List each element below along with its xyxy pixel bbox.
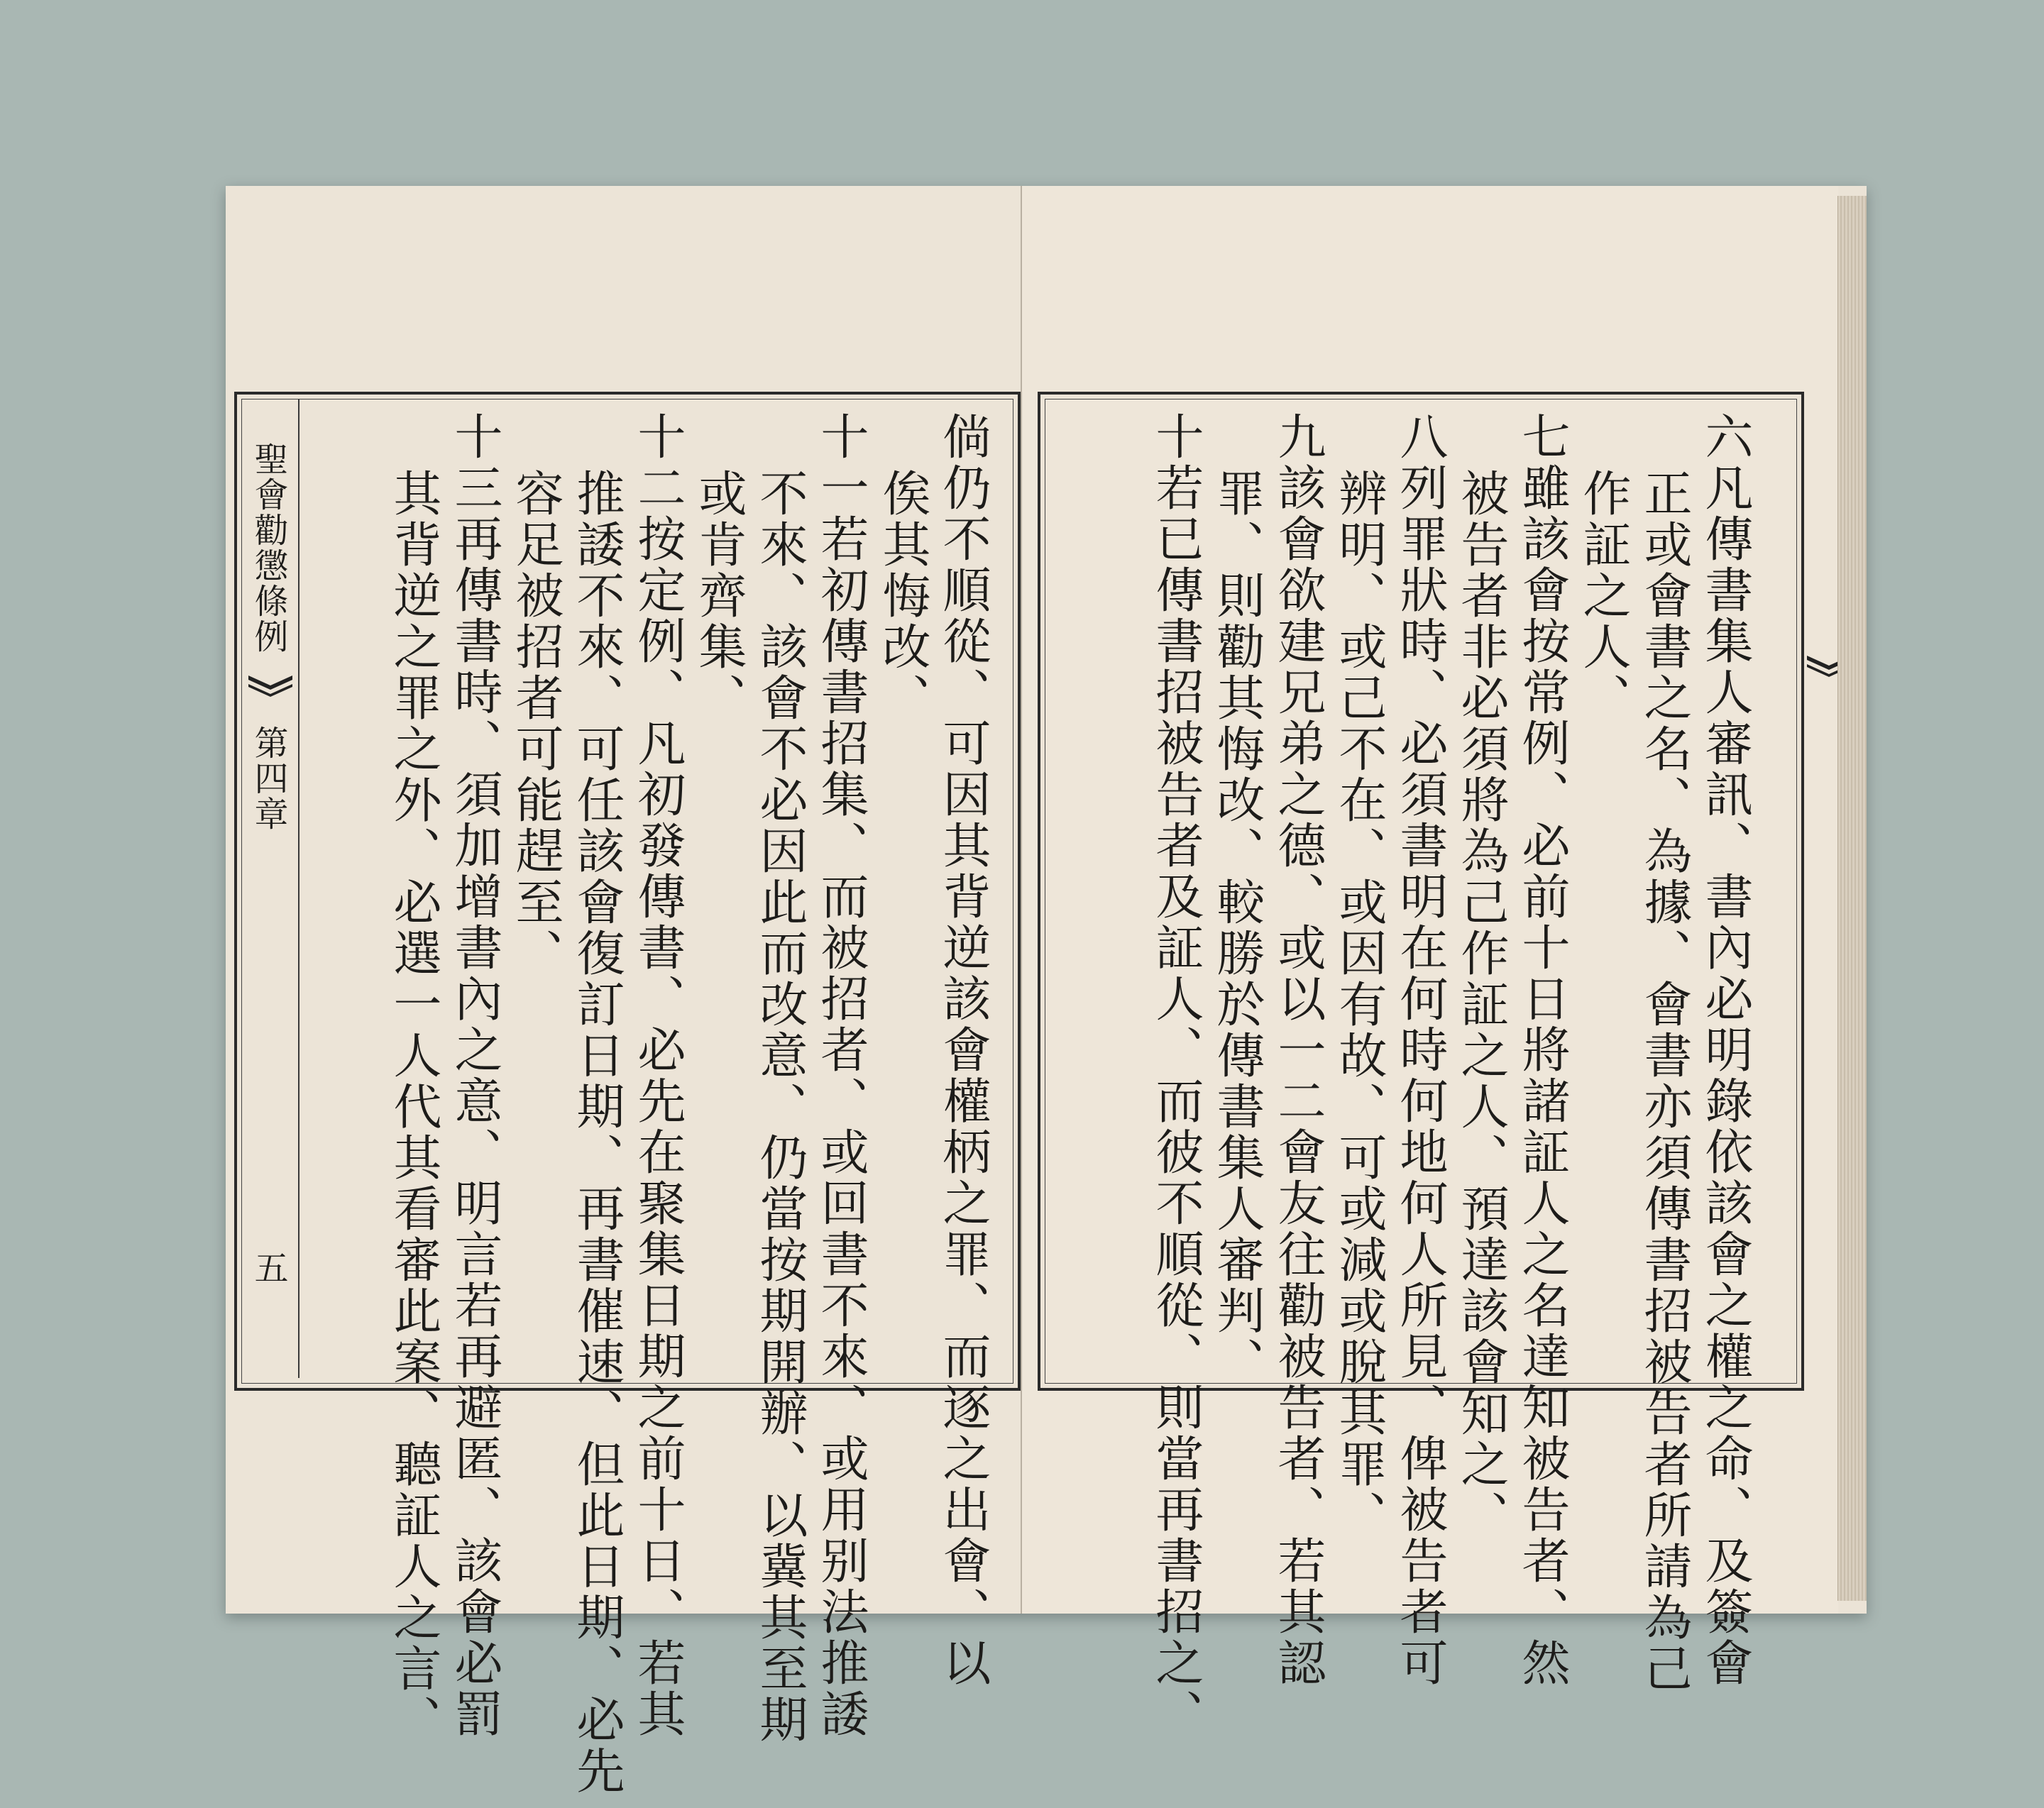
text-column: 十三再傳書時、須加增書內之意、明言若再避匿、該會必罰 bbox=[446, 412, 502, 1740]
text-column: 俟其悔改、 bbox=[874, 468, 930, 724]
text-column: 推諉不來、可任該會復訂日期、再書催速、但此日期、必先 bbox=[568, 468, 625, 1797]
text-column: 十二按定例、凡初發傳書、必先在聚集日期之前十日、若其 bbox=[630, 412, 686, 1740]
text-column: 作証之人、 bbox=[1575, 468, 1631, 724]
text-column: 七雖該會按常例、必前十日將諸証人之名達知被告者、然 bbox=[1514, 412, 1570, 1689]
fishtail-mark-icon bbox=[247, 674, 294, 698]
text-column: 容足被招者可能趕至、 bbox=[507, 468, 564, 979]
text-column: 不來、該會不必因此而改意、仍當按期開辦、以冀其至期 bbox=[752, 468, 808, 1746]
text-column: 六凡傳書集人審訊、書內必明錄依該會之權之命、及簽會 bbox=[1697, 412, 1753, 1689]
text-column: 或肯齊集、 bbox=[691, 468, 747, 724]
page-stack-edge bbox=[1837, 196, 1867, 1601]
text-column: 罪、則勸其悔改、較勝於傳書集人審判、 bbox=[1209, 468, 1265, 1388]
chapter-label: 第四章 bbox=[248, 725, 288, 832]
open-book bbox=[226, 186, 1867, 1797]
book-title: 聖會勸懲條例 bbox=[248, 441, 288, 654]
right-page bbox=[1022, 186, 1838, 1740]
text-column: 八列罪狀時、必須書明在何時何地何人所見、俾被告者可 bbox=[1392, 412, 1448, 1689]
text-column: 十若已傳書招被告者及証人、而彼不順從、則當再書招之、 bbox=[1148, 412, 1204, 1740]
text-column: 被告者非必須將為己作証之人、預達該會知之、 bbox=[1453, 468, 1509, 1541]
text-column: 正或會書之名、為據、會書亦須傳書招被告者所請為己 bbox=[1636, 468, 1692, 1694]
text-column: 辨明、或己不在、或因有故、可或減或脫其罪、 bbox=[1331, 468, 1387, 1541]
text-column: 倘仍不順從、可因其背逆該會權柄之罪、而逐之出會、以 bbox=[935, 412, 991, 1689]
text-column: 十一若初傳書招集、而被招者、或回書不來、或用别法推諉 bbox=[813, 412, 869, 1740]
left-page bbox=[226, 186, 1022, 1797]
text-column: 九該會欲建兄弟之德、或以一二會友往勸被告者、若其認 bbox=[1270, 412, 1326, 1689]
page-number: 五 bbox=[248, 1250, 288, 1286]
text-column: 其背逆之罪之外、必選一人代其看審此案、聽証人之言、 bbox=[385, 468, 441, 1746]
